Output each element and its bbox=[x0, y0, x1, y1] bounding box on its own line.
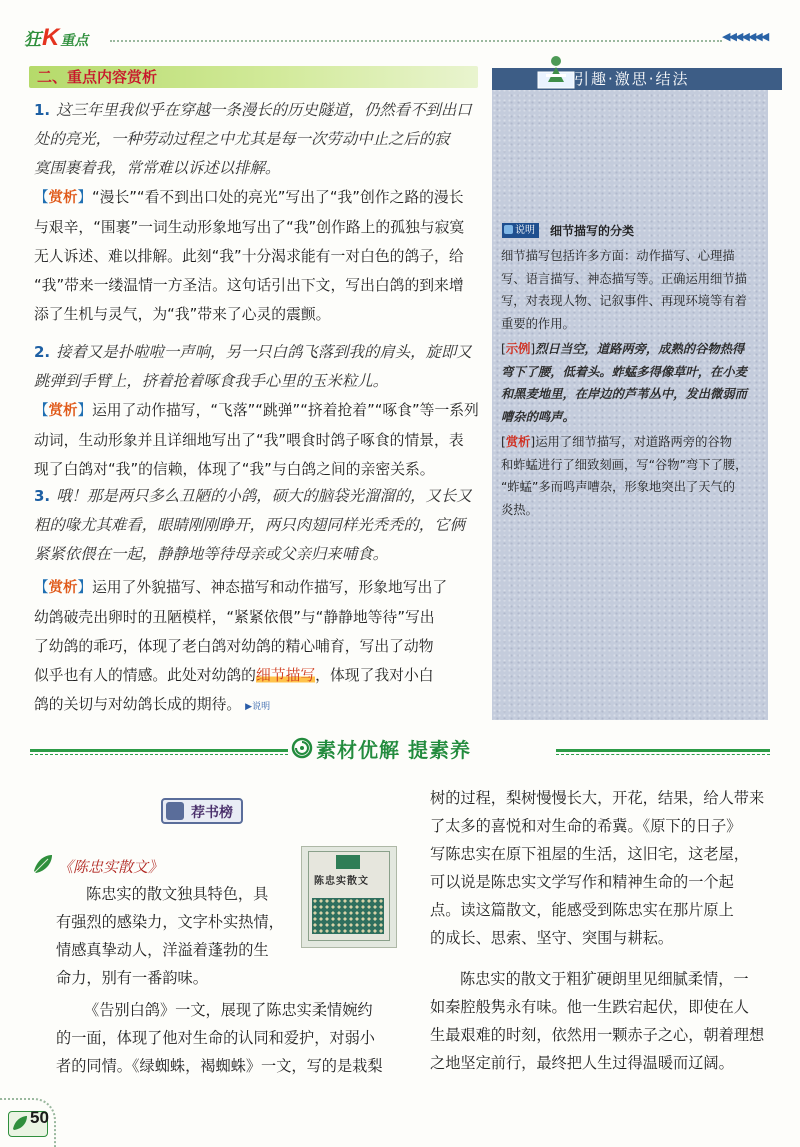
banner-rule-left bbox=[30, 749, 288, 752]
body-line: 树的过程，梨树慢慢长大，开花，结果，给人带来 bbox=[430, 789, 765, 807]
example-tag: [示例] bbox=[501, 342, 536, 356]
body-line: 了太多的喜悦和对生命的希冀。《原下的日子》 bbox=[430, 817, 742, 835]
quote-line: 处的亮光，一种劳动过程之中尤其是每一次劳动中止之后的寂 bbox=[34, 130, 450, 148]
panel-line: 细节描写包括许多方面：动作描写、心理描 bbox=[501, 249, 735, 263]
header-divider bbox=[110, 40, 722, 42]
body-line: 情感真挚动人，洋溢着蓬勃的生 bbox=[56, 941, 269, 959]
book-title: 《陈忠实散文》 bbox=[58, 858, 164, 876]
banner-rule-right-dashed bbox=[556, 754, 770, 755]
book-body-paragraph-right bbox=[430, 784, 775, 952]
section-title: 二、重点内容赏析 bbox=[37, 68, 158, 86]
reading-person-icon bbox=[536, 52, 576, 90]
panel-analysis bbox=[501, 431, 759, 521]
analysis-line: “漫长”“看不到出口处的亮光”写出了“我”创作之路的漫长 bbox=[92, 189, 464, 206]
analysis-line: “我”带来一缕温情一方圣洁。这句话引出下文，写出白鸽的到来增 bbox=[34, 277, 464, 294]
banner-rule-left-dashed bbox=[30, 754, 288, 755]
book-summary-paragraph bbox=[430, 965, 775, 1077]
body-line: 写陈忠实在原下祖屋的生活，这旧宅，这老屋， bbox=[430, 845, 749, 863]
analysis-line: 运用了外貌描写、神态描写和动作描写，形象地写出了 bbox=[92, 579, 448, 596]
body-line: 者的同情。《绿蜘蛛，褐蜘蛛》一文，写的是栽梨 bbox=[56, 1057, 383, 1075]
analysis-line: 与艰辛，“围裹”一词生动形象地写出了“我”创作路上的孤独与寂寞 bbox=[34, 219, 465, 236]
quote-line: 寞围裹着我，常常难以诉述以排解。 bbox=[34, 159, 281, 177]
recommend-badge: 荐书榜 bbox=[161, 798, 243, 824]
leaf-icon bbox=[32, 853, 54, 875]
panel-line: 重要的作用。 bbox=[501, 316, 575, 331]
quote-line: 跳弹到手臂上，挤着抢着啄食我手心里的玉米粒儿。 bbox=[34, 372, 388, 390]
analysis-line: 动词，生动形象并且详细地写出了“我”喂食时鸽子啄食的情景，表 bbox=[34, 432, 464, 449]
header-arrows-icon: ◀◀◀◀◀◀◀ bbox=[722, 30, 768, 43]
analysis-line: 鸽的关切与对幼鸽长成的期待。 bbox=[34, 696, 242, 713]
quote-line: 接着又是扑啦啦一声响，另一只白鸽飞落到我的肩头，旋即又 bbox=[56, 343, 472, 361]
explain-link[interactable]: ▶说明 bbox=[245, 702, 271, 712]
analysis-paragraph-1 bbox=[34, 183, 480, 329]
banner-title: 素材优解 提素养 bbox=[316, 738, 471, 762]
panel-line: 嘈杂的鸣声。 bbox=[501, 408, 575, 424]
brand-logo bbox=[24, 24, 88, 54]
analysis-line: ，体现了我对小白 bbox=[315, 667, 434, 684]
explain-badge: 说明 bbox=[502, 223, 539, 238]
quote-line: 紧紧依偎在一起，静静地等待母亲或父亲归来哺食。 bbox=[34, 545, 388, 563]
analysis-line: 无人诉述、难以排解。此刻“我”十分渴求能有一对白色的鸽子，给 bbox=[34, 248, 464, 265]
quote-line: 粗的喙尤其难看，眼睛刚刚睁开，两只肉翅同样光秃秃的，它俩 bbox=[34, 516, 465, 534]
book-body-paragraph bbox=[56, 996, 401, 1080]
body-line: 可以说是陈忠实文学写作和精神生命的一个起 bbox=[430, 873, 734, 891]
page-number: 50 bbox=[30, 1108, 49, 1127]
panel-line: 弯下了腰，低着头。蚱蜢多得像草叶，在小麦 bbox=[501, 363, 747, 379]
item-number: 1. bbox=[34, 101, 51, 119]
body-line: 的一面，体现了他对生命的认同和爱护，对弱小 bbox=[56, 1029, 375, 1047]
quote-paragraph-1 bbox=[34, 96, 480, 183]
quote-paragraph-3 bbox=[34, 482, 480, 569]
analysis-line: 似乎也有人的情感。此处对幼鸽的 bbox=[34, 667, 256, 684]
body-line: 有强烈的感染力，文字朴实热情， bbox=[56, 913, 284, 931]
book-cover-pattern bbox=[312, 898, 384, 934]
panel-header-tab bbox=[768, 68, 782, 90]
item-number: 3. bbox=[34, 487, 51, 505]
analysis-tag: 【赏析】 bbox=[34, 580, 92, 596]
panel-line: 和黑麦地里，在岸边的芦苇丛中，发出微弱而 bbox=[501, 386, 747, 401]
brand-k: K bbox=[42, 24, 60, 51]
analysis-line: 了幼鸽的乖巧，体现了老白鸽对幼鸽的精心哺育，写出了动物 bbox=[34, 638, 434, 655]
analysis-tag: 【赏析】 bbox=[34, 190, 92, 206]
highlighted-term: 细节描写 bbox=[255, 667, 316, 684]
body-line: 之地坚定前行，最终把人生过得温暖而辽阔。 bbox=[430, 1054, 734, 1072]
body-line: 生最艰难的时刻，依然用一颗赤子之心，朝着理想 bbox=[430, 1026, 765, 1044]
spiral-icon bbox=[291, 737, 313, 759]
analysis-tag: [赏析] bbox=[501, 435, 536, 449]
book-list-icon bbox=[166, 802, 184, 820]
page-leaf-icon bbox=[11, 1114, 29, 1132]
analysis-line: 添了生机与灵气，为“我”带来了心灵的震颤。 bbox=[34, 306, 331, 323]
body-line: 如秦腔般隽永有味。他一生跌宕起伏，即使在人 bbox=[430, 998, 749, 1016]
body-line: 《告别白鸽》一文，展现了陈忠实柔情婉约 bbox=[84, 1001, 373, 1019]
quote-line: 这三年里我似乎在穿越一条漫长的历史隧道，仍然看不到出口 bbox=[56, 101, 472, 119]
panel-line: “蚱蜢”多而鸣声嘈杂，形象地突出了天气的 bbox=[501, 480, 736, 494]
analysis-line: 运用了动作描写，“飞落”“跳弹”“挤着抢着”“啄食”等一系列 bbox=[92, 402, 479, 419]
body-line: 陈忠实的散文于粗犷硬朗里见细腻柔情，一 bbox=[460, 970, 749, 988]
body-line: 的成长、思索、坚守、突围与耕耘。 bbox=[430, 929, 673, 947]
banner-rule-right bbox=[556, 749, 770, 752]
book-intro-paragraph bbox=[56, 880, 292, 992]
body-line: 命力，别有一番韵味。 bbox=[56, 969, 208, 987]
body-line: 点。读这篇散文，能感受到陈忠实在那片原上 bbox=[430, 901, 734, 919]
tips-panel-title: 引趣·激思·结法 bbox=[574, 70, 690, 88]
body-line: 陈忠实的散文独具特色，具 bbox=[86, 885, 269, 903]
quote-paragraph-2 bbox=[34, 338, 480, 396]
panel-line: 烈日当空，道路两旁，成熟的谷物热得 bbox=[535, 341, 745, 356]
panel-line: 炎热。 bbox=[501, 502, 538, 517]
item-number: 2. bbox=[34, 343, 51, 361]
panel-line: 和蚱蜢进行了细致刻画，写“谷物”弯下了腰， bbox=[501, 457, 748, 472]
brand-char: 狂 bbox=[24, 30, 41, 49]
book-cover-seal bbox=[336, 855, 360, 869]
speech-icon bbox=[504, 225, 513, 234]
analysis-tag: 【赏析】 bbox=[34, 403, 92, 419]
panel-description bbox=[501, 245, 759, 335]
panel-line: 运用了细节描写，对道路两旁的谷物 bbox=[535, 435, 732, 449]
panel-topic-title: 细节描写的分类 bbox=[550, 224, 635, 238]
book-cover-title: 陈忠实散文 bbox=[314, 876, 369, 887]
analysis-line: 幼鸽破壳出卵时的丑陋模样，“紧紧依偎”与“静静地等待”写出 bbox=[34, 609, 435, 626]
brand-key: 重点 bbox=[60, 32, 89, 48]
panel-line: 写、语言描写、神态描写等。正确运用细节描 bbox=[501, 271, 747, 286]
analysis-line: 现了白鸽对“我”的信赖，体现了“我”与白鸽之间的亲密关系。 bbox=[34, 461, 435, 478]
panel-example bbox=[501, 338, 759, 428]
quote-line: 哦！那是两只多么丑陋的小鸽，硕大的脑袋光溜溜的，又长又 bbox=[56, 487, 472, 505]
panel-line: 写，对表现人物、记叙事件、再现环境等有着 bbox=[501, 294, 747, 308]
analysis-paragraph-3 bbox=[34, 573, 480, 722]
analysis-paragraph-2 bbox=[34, 396, 480, 484]
